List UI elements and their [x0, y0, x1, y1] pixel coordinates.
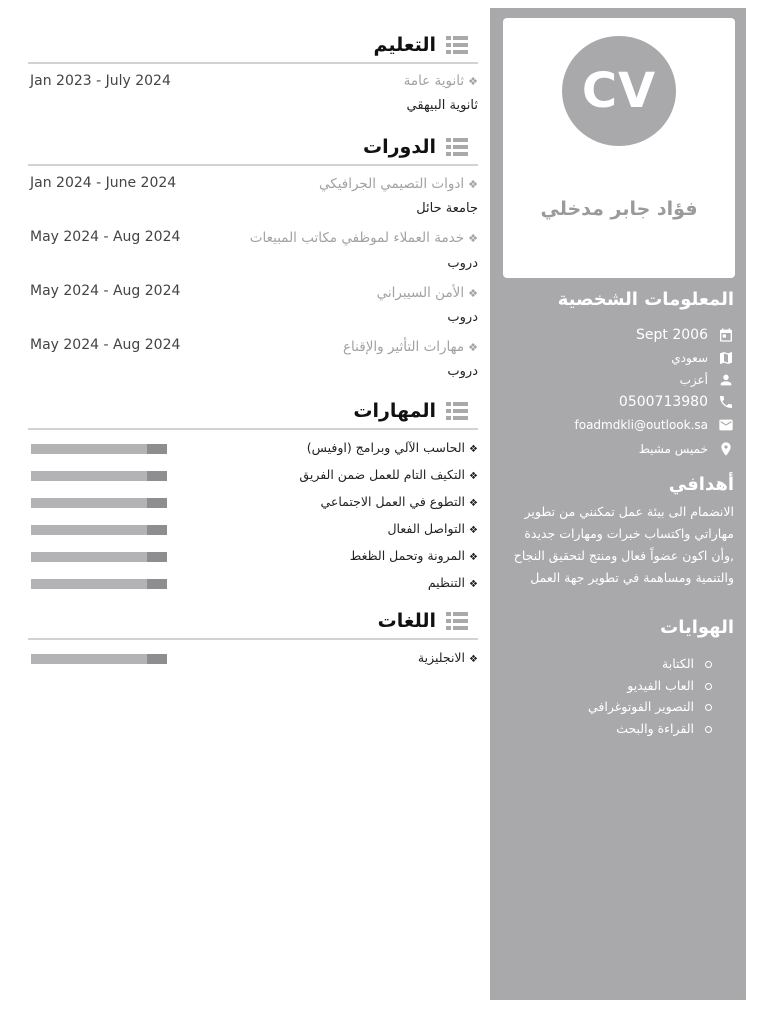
skill-item [31, 494, 478, 512]
skill-name: ❖ التنظيم [428, 575, 478, 590]
city-text: خميس مشيط [638, 442, 708, 456]
nationality-text: سعودي [671, 351, 708, 365]
skill-level-bar [31, 552, 167, 562]
course-entry-title: ❖ خدمة العملاء لموظفي مكاتب المبيعات [250, 230, 478, 246]
skills-title: المهارات [353, 400, 436, 422]
skill-name: ❖ التكيف التام للعمل ضمن الفريق [299, 467, 478, 482]
course-entry-provider: دروب [447, 256, 478, 271]
course-entry-date: May 2024 - Aug 2024 [30, 337, 181, 353]
course-entry-title: ❖ الأمن السيبراني [377, 285, 478, 301]
hobby-item: الكتابة [588, 653, 714, 675]
skill-level-bar [31, 579, 167, 589]
language-level-bar [31, 654, 167, 664]
education-entry-title: ❖ ثانوية عامة [404, 73, 478, 89]
skill-item [31, 575, 478, 593]
email-text: foadmdkli@outlook.sa [574, 418, 708, 432]
hobby-item: التصوير الفوتوغرافي [588, 696, 714, 718]
education-title: التعليم [373, 34, 436, 56]
location-pin-icon [718, 441, 734, 457]
person-icon [718, 372, 734, 388]
course-entry-title: ❖ ادوات التصيمي الجرافيكي [319, 176, 478, 192]
info-phone [619, 392, 734, 412]
list-icon [446, 402, 468, 420]
hobbies-title: الهوايات [660, 617, 734, 638]
course-entry-title: ❖ مهارات التأثير والإقناع [343, 339, 478, 355]
hobby-item: العاب الفيديو [588, 675, 714, 697]
objective-title: أهدافي [668, 474, 734, 495]
avatar: CV [562, 36, 676, 146]
list-icon [446, 138, 468, 156]
course-entry-date: May 2024 - Aug 2024 [30, 229, 181, 245]
objective-text: الانضمام الى بيئة عمل تمكنني من تطوير مهاراتي واكتساب خبرات ومهارات جديدة ,وأن اكون عضواً فعال ومنتج لتحقيق النجاح والتنمية ومساهمة في تطوير جهة العمل [513, 504, 734, 585]
skills-header [28, 402, 478, 430]
phone-text: 0500713980 [618, 394, 708, 410]
skill-item [31, 467, 478, 485]
education-header [28, 36, 478, 64]
profile-card [503, 18, 735, 278]
list-icon [446, 612, 468, 630]
skill-name: ❖ التواصل الفعال [387, 521, 478, 536]
birthdate-text: Sept 2006 [636, 327, 708, 343]
info-nationality [671, 348, 734, 368]
languages-header [28, 612, 478, 640]
language-name: ❖ الانجليزية [418, 650, 478, 665]
skill-level-bar [31, 444, 167, 454]
skill-name: ❖ الحاسب الآلي وبرامج (اوفيس) [307, 440, 478, 455]
education-entry-date: Jan 2023 - July 2024 [30, 73, 171, 89]
language-item [31, 650, 478, 668]
course-entry-provider: دروب [447, 364, 478, 379]
mail-icon [718, 417, 734, 433]
skill-level-bar [31, 471, 167, 481]
course-entry-provider: دروب [447, 310, 478, 325]
course-entry-date: May 2024 - Aug 2024 [30, 283, 181, 299]
sidebar [490, 8, 746, 1000]
map-icon [718, 350, 734, 366]
skill-item [31, 548, 478, 566]
info-birthdate [636, 325, 734, 345]
info-city [639, 439, 734, 459]
languages-title: اللغات [377, 610, 436, 632]
list-icon [446, 36, 468, 54]
personal-info-title: المعلومات الشخصية [557, 289, 734, 310]
person-name: فؤاد جابر مدخلي [540, 198, 698, 220]
skill-item [31, 440, 478, 458]
skill-name: ❖ التطوع في العمل الاجتماعي [320, 494, 478, 509]
courses-title: الدورات [363, 136, 436, 158]
hobby-item: القراءة والبحث [588, 718, 714, 740]
education-entry-institution: ثانوية البيهقي [406, 98, 478, 113]
skill-item [31, 521, 478, 539]
courses-header [28, 138, 478, 166]
info-marital-status [680, 370, 734, 390]
skill-level-bar [31, 525, 167, 535]
course-entry-provider: جامعة حائل [416, 201, 478, 216]
skill-name: ❖ المرونة وتحمل الظغط [350, 548, 478, 563]
course-entry-date: Jan 2024 - June 2024 [30, 175, 177, 191]
calendar-icon [718, 327, 734, 343]
hobbies-list [588, 653, 714, 739]
phone-icon [718, 394, 734, 410]
skill-level-bar [31, 498, 167, 508]
marital-status-text: أعزب [679, 373, 708, 387]
info-email [575, 415, 735, 435]
